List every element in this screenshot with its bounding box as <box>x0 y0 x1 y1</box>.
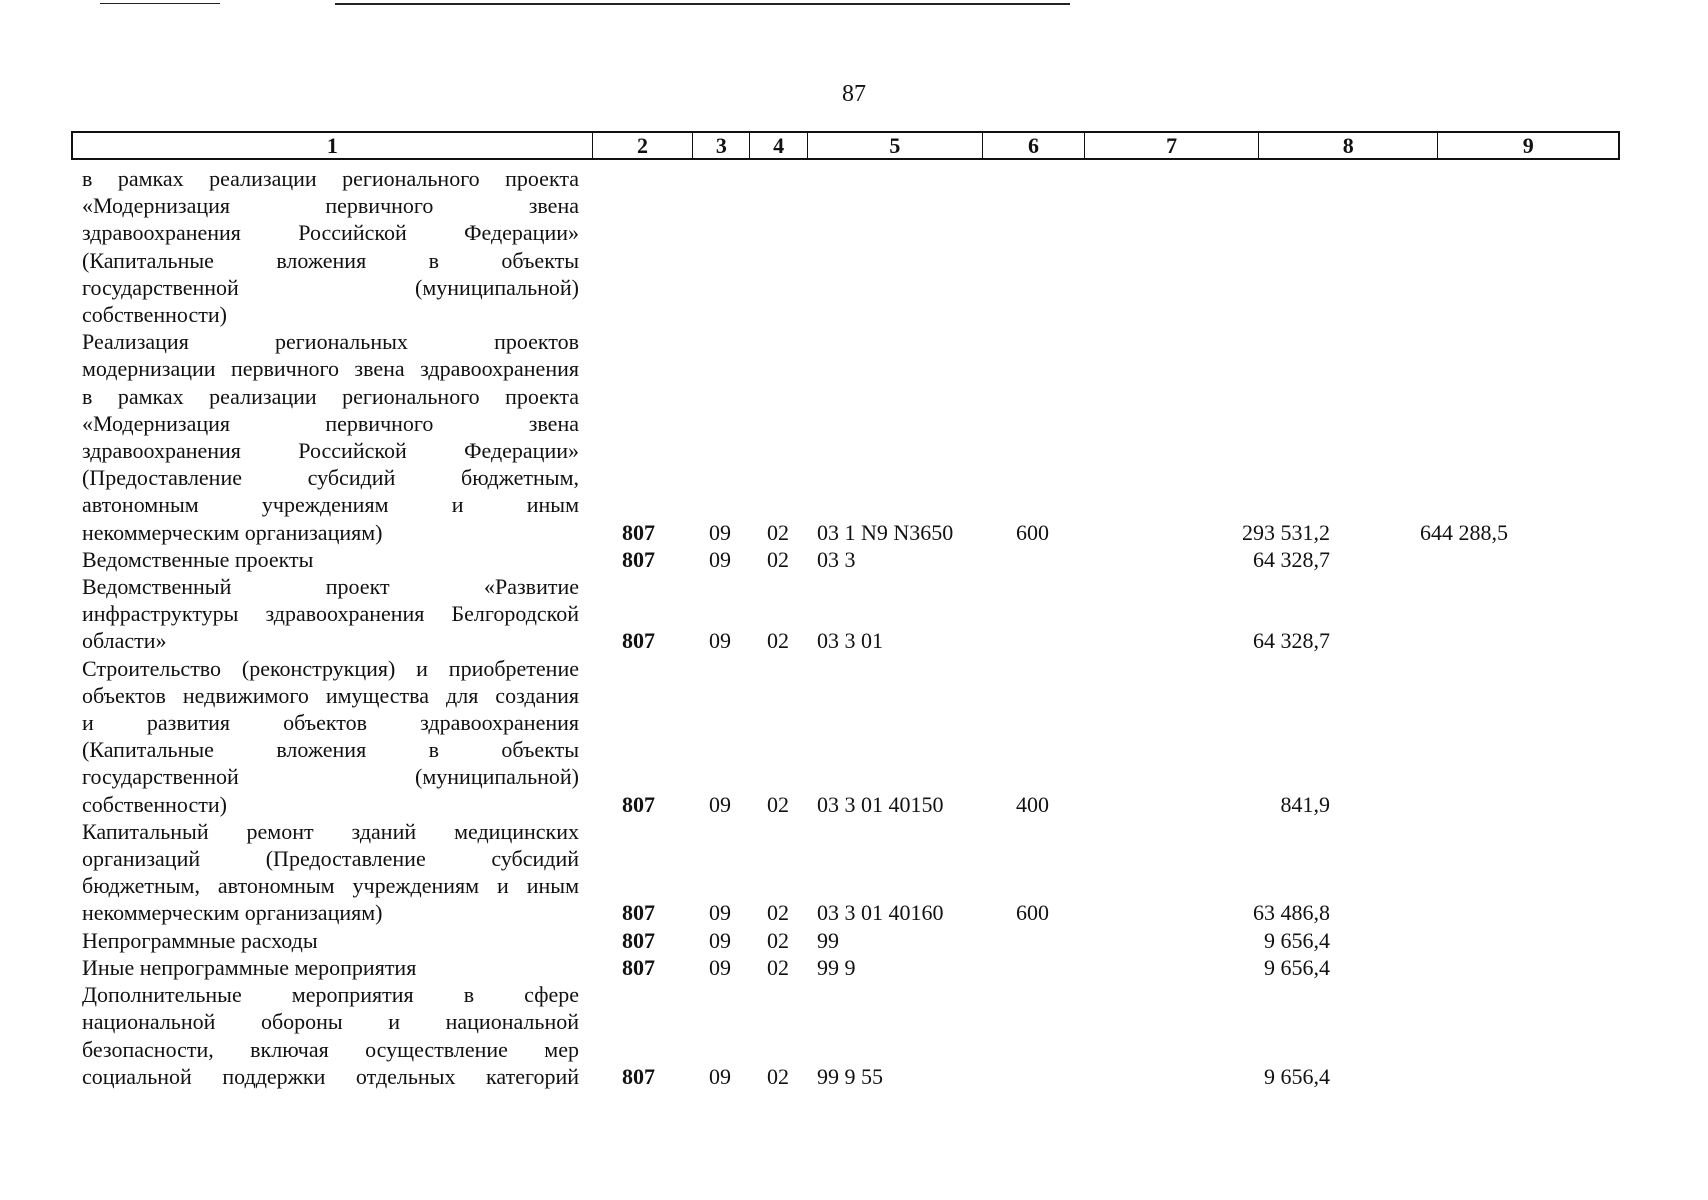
cell-expense-type: 400 <box>1016 791 1049 817</box>
description-line: собственности) <box>82 302 227 328</box>
cell-amount-col7: 9 656,4 <box>1264 1063 1330 1089</box>
cell-subsection: 02 <box>767 1063 789 1089</box>
header-col-4: 4 <box>750 133 808 158</box>
cell-section: 09 <box>709 519 731 545</box>
description-line: собственности) <box>82 791 227 817</box>
row-description <box>82 165 579 328</box>
description-line: социальной поддержки отдельных категорий <box>82 1063 579 1089</box>
description-line: инфраструктуры здравоохранения Белгородской <box>82 601 579 627</box>
cell-section: 09 <box>709 1063 731 1089</box>
description-line: Непрограммные расходы <box>82 927 318 953</box>
header-col-1: 1 <box>73 133 593 158</box>
cell-subsection: 02 <box>767 791 789 817</box>
description-line: государственной (муниципальной) <box>82 274 579 300</box>
table-row <box>82 954 1612 981</box>
cell-target-article: 99 9 <box>817 954 856 980</box>
cell-ministry-code: 807 <box>622 628 655 654</box>
cell-ministry-code: 807 <box>622 954 655 980</box>
cell-subsection: 02 <box>767 628 789 654</box>
cell-amount-col7: 64 328,7 <box>1253 628 1330 654</box>
cell-amount-col7: 841,9 <box>1280 791 1330 817</box>
row-description <box>82 927 579 954</box>
cell-ministry-code: 807 <box>622 519 655 545</box>
description-line: здравоохранения Российской Федерации» <box>82 438 579 464</box>
row-description <box>82 954 579 981</box>
description-line: Реализация региональных проектов <box>82 329 579 355</box>
row-description <box>82 818 579 927</box>
cell-target-article: 03 3 01 40160 <box>817 900 944 926</box>
row-description <box>82 655 579 818</box>
header-col-5: 5 <box>808 133 983 158</box>
description-line: Капитальный ремонт зданий медицинских <box>82 818 579 844</box>
description-line: организаций (Предоставление субсидий <box>82 846 579 872</box>
cell-section: 09 <box>709 791 731 817</box>
cell-ministry-code: 807 <box>622 900 655 926</box>
cell-subsection: 02 <box>767 954 789 980</box>
page-number-text: 87 <box>842 81 866 107</box>
cell-target-article: 03 1 N9 N3650 <box>817 519 954 545</box>
cell-target-article: 03 3 01 40150 <box>817 791 944 817</box>
description-line: государственной (муниципальной) <box>82 764 579 790</box>
description-line: безопасности, включая осуществление мер <box>82 1036 579 1062</box>
description-line: Ведомственный проект «Развитие <box>82 574 579 600</box>
cell-ministry-code: 807 <box>622 546 655 572</box>
table-row <box>82 655 1612 818</box>
row-description <box>82 981 579 1090</box>
cell-target-article: 99 9 55 <box>817 1063 883 1089</box>
description-line: бюджетным, автономным учреждениям и иным <box>82 873 579 899</box>
table-row <box>82 818 1612 927</box>
table-row <box>82 981 1612 1090</box>
page-number <box>0 80 1708 108</box>
description-line: Иные непрограммные мероприятия <box>82 954 417 980</box>
description-line: (Предоставление субсидий бюджетным, <box>82 465 579 491</box>
cell-target-article: 99 <box>817 927 839 953</box>
table-row <box>82 328 1612 546</box>
cell-amount-col7: 293 531,2 <box>1242 519 1330 545</box>
header-col-6: 6 <box>983 133 1086 158</box>
scan-edge-line-left <box>100 3 220 4</box>
cell-target-article: 03 3 01 <box>817 628 883 654</box>
description-line: Строительство (реконструкция) и приобретение <box>82 655 579 681</box>
description-line: автономным учреждениям и иным <box>82 492 579 518</box>
scan-edge-line-right <box>335 3 1070 5</box>
cell-section: 09 <box>709 900 731 926</box>
cell-expense-type: 600 <box>1016 900 1049 926</box>
row-description <box>82 573 579 655</box>
description-line: в рамках реализации регионального проекта <box>82 383 579 409</box>
cell-ministry-code: 807 <box>622 927 655 953</box>
table-body <box>82 165 1612 1090</box>
description-line: и развития объектов здравоохранения <box>82 710 579 736</box>
header-col-2: 2 <box>593 133 694 158</box>
table-row <box>82 573 1612 655</box>
cell-amount-col8: 644 288,5 <box>1420 519 1508 545</box>
description-line: здравоохранения Российской Федерации» <box>82 220 579 246</box>
table-row <box>82 165 1612 328</box>
cell-subsection: 02 <box>767 546 789 572</box>
cell-expense-type: 600 <box>1016 519 1049 545</box>
cell-ministry-code: 807 <box>622 791 655 817</box>
header-col-8: 8 <box>1259 133 1439 158</box>
description-line: «Модернизация первичного звена <box>82 193 579 219</box>
header-col-7: 7 <box>1085 133 1259 158</box>
cell-section: 09 <box>709 546 731 572</box>
cell-subsection: 02 <box>767 519 789 545</box>
table-row <box>82 927 1612 954</box>
description-line: в рамках реализации регионального проекта <box>82 166 579 191</box>
cell-section: 09 <box>709 954 731 980</box>
description-line: национальной обороны и национальной <box>82 1009 579 1035</box>
description-line: области» <box>82 628 167 654</box>
cell-amount-col7: 63 486,8 <box>1253 900 1330 926</box>
header-col-3: 3 <box>693 133 750 158</box>
description-line: модернизации первичного звена здравоохранения <box>82 356 579 382</box>
cell-section: 09 <box>709 628 731 654</box>
table-header-row <box>71 131 1620 160</box>
cell-target-article: 03 3 <box>817 546 856 572</box>
row-description <box>82 546 579 573</box>
description-line: некоммерческим организациям) <box>82 900 383 926</box>
description-line: объектов недвижимого имущества для создания <box>82 682 579 708</box>
cell-section: 09 <box>709 927 731 953</box>
cell-amount-col7: 9 656,4 <box>1264 954 1330 980</box>
description-line: Дополнительные мероприятия в сфере <box>82 982 579 1008</box>
description-line: (Капитальные вложения в объекты <box>82 247 579 273</box>
description-line: Ведомственные проекты <box>82 546 314 572</box>
row-description <box>82 328 579 546</box>
cell-subsection: 02 <box>767 927 789 953</box>
header-col-9: 9 <box>1522 133 1534 158</box>
cell-subsection: 02 <box>767 900 789 926</box>
cell-ministry-code: 807 <box>622 1063 655 1089</box>
description-line: «Модернизация первичного звена <box>82 410 579 436</box>
description-line: (Капитальные вложения в объекты <box>82 737 579 763</box>
table-row <box>82 546 1612 573</box>
cell-amount-col7: 9 656,4 <box>1264 927 1330 953</box>
description-line: некоммерческим организациям) <box>82 519 383 545</box>
cell-amount-col7: 64 328,7 <box>1253 546 1330 572</box>
